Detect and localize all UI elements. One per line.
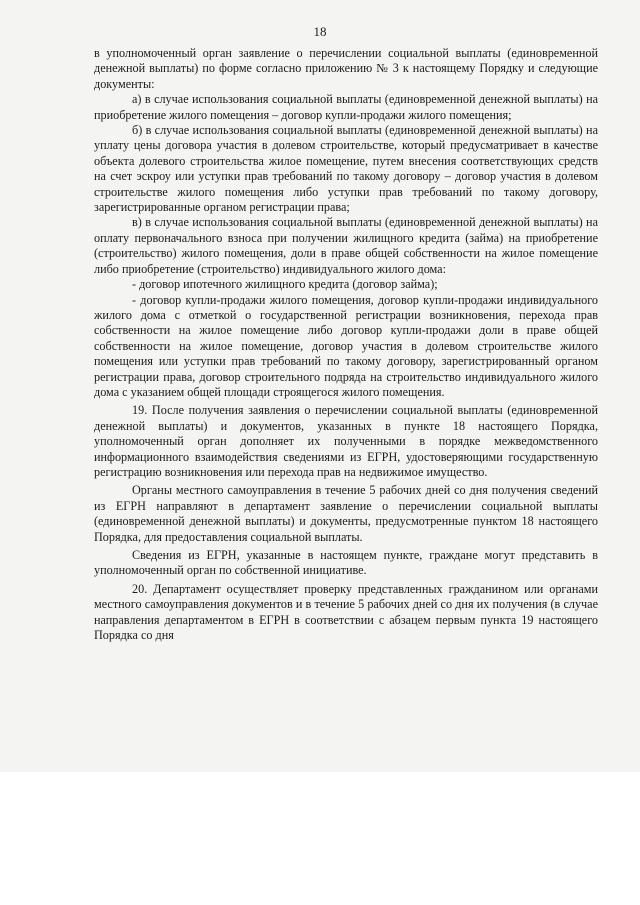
paragraph: Сведения из ЕГРН, указанные в настоящем пункте, граждане могут представить в уполномоченный орган по собственной инициативе. xyxy=(94,548,598,578)
paragraph: 20. Департамент осуществляет проверку представленных гражданином или органами местного самоуправления документов и в течение 5 рабочих дней со дня их получения (в случае направления департаментом в ЕГРН в соответствии с абзацем первым пункта 19 настоящего Порядка со дня xyxy=(94,581,598,643)
paragraph: в) в случае использования социальной выплаты (единовременной денежной выплаты) на оплату первоначального взноса при получении жилищного кредита (займа) на приобретение (строительство) жилого помещения, доли в праве общей собственности на жилое помещение либо приобретение (строительство) индивидуального жилого дома: xyxy=(94,215,598,276)
document-body xyxy=(94,46,598,643)
paragraph: - договор ипотечного жилищного кредита (договор займа); xyxy=(132,277,438,292)
paragraph: б) в случае использования социальной выплаты (единовременной денежной выплаты) на уплату цены договора участия в долевом строительстве, который предусматривает в качестве объекта долевого строительства жилое помещение, путем внесения соответствующих средств на счет эскроу или уступки прав требований по такому договору – договор участия в долевом строительстве жилого помещения либо уступки прав требований по такому договору, зарегистрированные органом регистрации права; xyxy=(94,123,598,215)
paragraph: Органы местного самоуправления в течение 5 рабочих дней со дня получения сведений из ЕГРН направляют в департамент заявление о перечислении социальной выплаты (единовременной денежной выплаты) и документы, предусмотренные пунктом 18 настоящего Порядка, для предоставления социальной выплаты. xyxy=(94,483,598,544)
paragraph: в уполномоченный орган заявление о перечислении социальной выплаты (единовременной денежной выплаты) по форме согласно приложению № 3 к настоящему Порядку и следующие документы: xyxy=(94,46,598,91)
paragraph: 19. После получения заявления о перечислении социальной выплаты (единовременной денежной выплаты) и документов, указанных в пункте 18 настоящего Порядка, уполномоченный орган дополняет их полученными в порядке межведомственного информационного взаимодействия сведениями из ЕГРН, удостоверяющими государственную регистрацию возникновения или перехода прав на недвижимое имущество. xyxy=(94,403,598,479)
paragraph: - договор купли-продажи жилого помещения, договор купли-продажи индивидуального жилого дома с отметкой о государственной регистрации возникновения, перехода прав собственности на жилое помещение либо договор купли-продажи доли в праве общей собственности на жилое помещение, договор участия в долевом строительстве жилого помещения или уступки прав требований по такому договору, зарегистрированный органом регистрации права, договор строительного подряда на строительство индивидуального жилого дома с указанием общей площади строящегося жилого помещения. xyxy=(94,292,598,399)
paragraph: а) в случае использования социальной выплаты (единовременной денежной выплаты) на приобретение жилого помещения – договор купли-продажи жилого помещения; xyxy=(94,92,598,122)
page-number: 18 xyxy=(313,24,327,39)
